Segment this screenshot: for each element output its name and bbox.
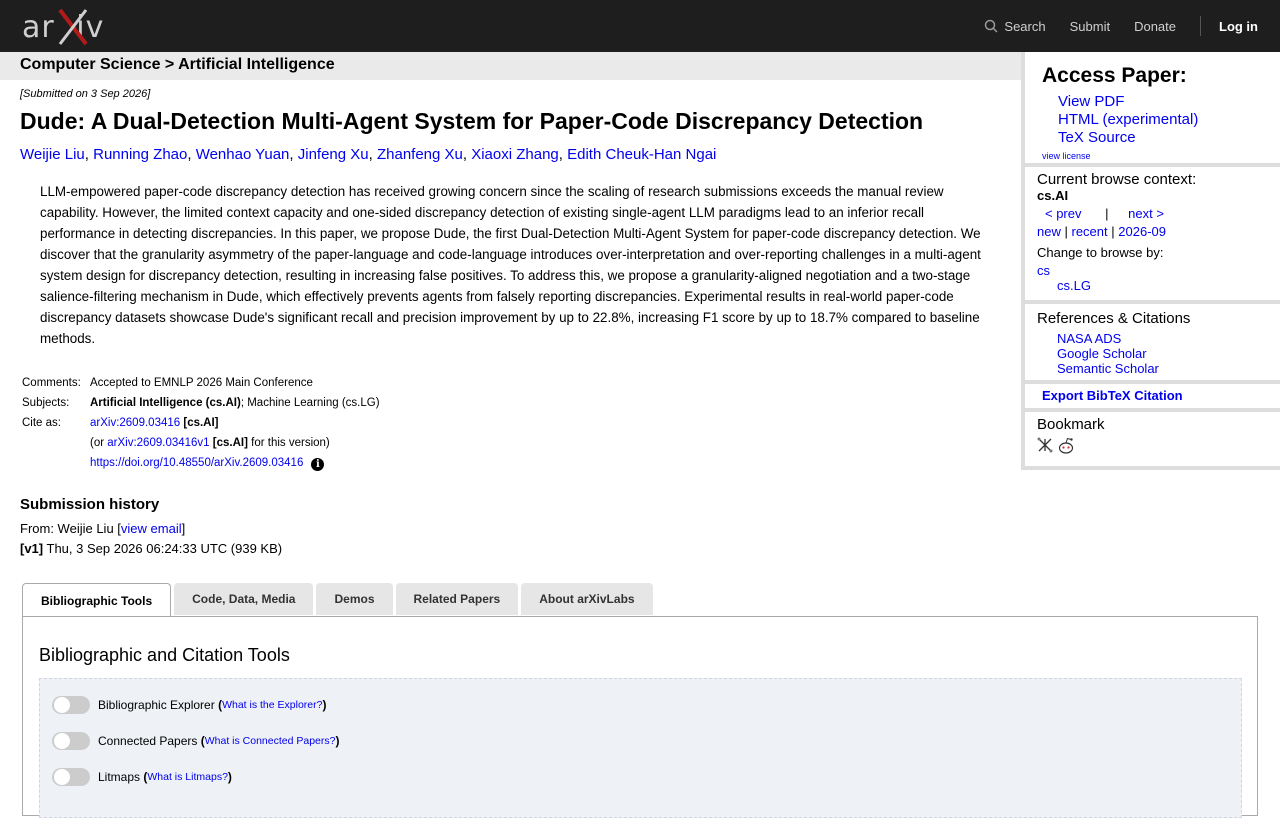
panel-title: Bibliographic and Citation Tools: [39, 645, 290, 665]
tool-row: Connected Papers ( What is Connected Papers? ): [52, 731, 340, 751]
tab-related-papers[interactable]: Related Papers: [396, 583, 519, 615]
top-nav: [984, 0, 1280, 52]
paper-main: [20, 80, 1010, 559]
tab-demos[interactable]: Demos: [316, 583, 392, 615]
info-icon[interactable]: i: [311, 458, 324, 471]
prev-next-divider: |: [1105, 206, 1109, 221]
author-link[interactable]: Edith Cheuk-Han Ngai: [567, 146, 717, 163]
author-separator: ,: [187, 146, 196, 163]
paper-title: Dude: A Dual-Detection Multi-Agent System for Paper-Code Discrepancy Detection: [20, 108, 924, 134]
browse-cslg-link[interactable]: cs.LG: [1057, 278, 1091, 293]
author-separator: ,: [558, 146, 568, 163]
author-link[interactable]: Xiaoxi Zhang: [471, 146, 559, 163]
tool-name: Litmaps: [98, 770, 141, 784]
context-title: Current browse context:: [1037, 171, 1197, 188]
bookmark-title: Bookmark: [1037, 416, 1105, 433]
submission-history: [20, 519, 1010, 559]
tool-name: Bibliographic Explorer: [98, 698, 215, 712]
reference-links: [1057, 331, 1280, 376]
change-browse-label: Change to browse by:: [1037, 245, 1164, 260]
tab-about-arxivlabs[interactable]: About arXivLabs: [521, 583, 652, 615]
month-link[interactable]: 2026-09: [1118, 224, 1166, 239]
author-separator: ,: [84, 146, 94, 163]
other-subjects: ; Machine Learning (cs.LG): [240, 397, 380, 409]
listing-links: [1037, 223, 1280, 241]
prev-next-row: [1045, 205, 1280, 223]
export-bibtex-link[interactable]: Export BibTeX Citation: [1042, 388, 1183, 403]
cite-version-category: [cs.AI]: [212, 437, 248, 449]
subjects-label: Subjects:: [22, 397, 70, 409]
submitted-date: [Submitted on 3 Sep 2026]: [20, 88, 151, 100]
cite-version-pre: (or: [90, 437, 105, 449]
breadcrumb[interactable]: Computer Science > Artificial Intelligence: [0, 52, 1021, 80]
top-header: [0, 0, 1280, 52]
cite-version-post: for this version): [251, 437, 330, 449]
author-separator: ,: [289, 146, 298, 163]
comments-label: Comments:: [22, 377, 81, 389]
author-separator: ,: [368, 146, 377, 163]
google-scholar-link[interactable]: Google Scholar: [1057, 346, 1147, 361]
tool-help-link[interactable]: What is Litmaps?: [147, 771, 228, 783]
tools-box: [39, 678, 1242, 818]
sidebar: [1021, 52, 1280, 470]
view-license-link[interactable]: view license: [1042, 151, 1091, 161]
author-link[interactable]: Jinfeng Xu: [297, 146, 369, 163]
tool-row: Bibliographic Explorer ( What is the Explorer? ): [52, 695, 326, 715]
bookmark-box: [1025, 412, 1280, 466]
cite-category: [cs.AI]: [183, 417, 219, 429]
listing-divider-2: |: [1111, 224, 1115, 239]
author-link[interactable]: Zhanfeng Xu: [376, 146, 463, 163]
search-icon: [984, 19, 998, 33]
submission-history-title: Submission history: [20, 496, 160, 513]
logo-x-icon: [58, 6, 88, 48]
tex-source-link[interactable]: TeX Source: [1058, 129, 1136, 146]
access-paper-box: [1025, 52, 1280, 163]
bibsonomy-icon[interactable]: [1037, 437, 1053, 453]
tool-help-link[interactable]: What is the Explorer?: [222, 699, 323, 711]
recent-link[interactable]: recent: [1071, 224, 1108, 239]
cite-label-blank: [20, 433, 88, 453]
author-link[interactable]: Wenhao Yuan: [195, 146, 290, 163]
donate-link[interactable]: Donate: [1134, 18, 1176, 34]
next-link[interactable]: next >: [1128, 206, 1164, 221]
search-link[interactable]: [984, 19, 1045, 34]
primary-subject: Artificial Intelligence (cs.AI): [90, 397, 241, 409]
view-email-link[interactable]: view email: [120, 521, 182, 536]
cite-value: [88, 413, 382, 433]
arxiv-logo[interactable]: [22, 6, 114, 48]
view-pdf-link[interactable]: View PDF: [1058, 93, 1125, 110]
cite-version-link[interactable]: arXiv:2609.03416v1: [107, 437, 210, 449]
tool-name: Connected Papers: [98, 734, 198, 748]
bibtex-box: [1025, 384, 1280, 408]
tab-panel: [22, 616, 1258, 816]
abstract: LLM-empowered paper-code discrepancy detection has received growing concern since the scaling of research submissions exceeds the manual review capability. However, the limited context capacity and one-sided discrepancy detection of existing single-agent LLM paradigms lead to an inferior recall performance in detecting discrepancies. In this paper, we propose Dude, the first Dual-Detection Multi-Agent System for paper-code discrepancy detection. We discover that the granularity asymmetry of the paper-language and code-language introduces over-interpretation and over-reporting challenges in a multi-agent system design for discrepancy detection, resulting in increasing false positives. To address this, we propose a granularity-aligned negotiation and a two-stage salience-filtering mechanism in Dude, which effectively prevents agents from falsely reporting discrepancies. Experimental results in real-world paper-code discrepancy datasets showcase Dude's significant recall and precision improvement by up to 22.8%, increasing F1 score by up to 18.7% compared to baseline methods.: [40, 184, 981, 346]
connected-papers-toggle[interactable]: [52, 732, 90, 750]
submit-link[interactable]: Submit: [1069, 18, 1111, 34]
metadata-table: [20, 373, 1010, 474]
version-date: Thu, 3 Sep 2026 06:24:33 UTC (939 KB): [46, 541, 283, 556]
context-category: cs.AI: [1037, 188, 1069, 203]
cite-id-link[interactable]: arXiv:2609.03416: [90, 417, 181, 429]
litmaps-toggle[interactable]: [52, 768, 90, 786]
search-label: Search: [1004, 18, 1046, 34]
author-list: [20, 146, 1010, 163]
doi-label-blank: [20, 453, 88, 474]
nasa-ads-link[interactable]: NASA ADS: [1057, 331, 1122, 346]
html-link[interactable]: HTML (experimental): [1058, 111, 1199, 128]
nav-divider: [1200, 16, 1201, 36]
reddit-icon[interactable]: [1057, 437, 1075, 455]
references-title: References & Citations: [1037, 310, 1191, 327]
author-link[interactable]: Weijie Liu: [20, 146, 85, 163]
tab-code-data-media[interactable]: Code, Data, Media: [174, 583, 313, 615]
explorer-toggle[interactable]: [52, 696, 90, 714]
browse-cs-link[interactable]: cs: [1037, 263, 1050, 278]
bookmark-icons: [1037, 437, 1280, 455]
version-line: [20, 539, 1010, 559]
doi-row: [88, 453, 382, 474]
semantic-scholar-link[interactable]: Semantic Scholar: [1057, 361, 1159, 376]
access-paper-title: Access Paper:: [1042, 64, 1187, 87]
tool-row: Litmaps ( What is Litmaps? ): [52, 767, 232, 787]
version-label[interactable]: [v1]: [20, 541, 44, 556]
prev-link[interactable]: < prev: [1045, 206, 1082, 221]
submitter-text: From: Weijie Liu [: [20, 521, 121, 536]
author-link[interactable]: Running Zhao: [93, 146, 188, 163]
tool-help-link[interactable]: What is Connected Papers?: [204, 735, 336, 747]
login-link[interactable]: Log in: [1219, 18, 1258, 34]
author-separator: ,: [462, 146, 472, 163]
access-links: [1058, 93, 1280, 147]
listing-divider-1: |: [1064, 224, 1068, 239]
tab-bibliographic-tools[interactable]: Bibliographic Tools: [22, 583, 171, 617]
cite-label: Cite as:: [22, 417, 61, 429]
references-box: [1025, 304, 1280, 380]
doi-link[interactable]: https://doi.org/10.48550/arXiv.2609.03416: [90, 457, 304, 469]
submitter-close: ]: [181, 521, 186, 536]
comments-value: Accepted to EMNLP 2026 Main Conference: [90, 377, 313, 389]
logo-text: ar iv: [22, 10, 105, 45]
labs-tabs: [22, 583, 656, 617]
browse-context-box: [1025, 167, 1280, 300]
cite-version: [88, 433, 382, 453]
new-link[interactable]: new: [1037, 224, 1061, 239]
submitter-line: [20, 519, 1010, 539]
subjects-value: [88, 393, 382, 413]
